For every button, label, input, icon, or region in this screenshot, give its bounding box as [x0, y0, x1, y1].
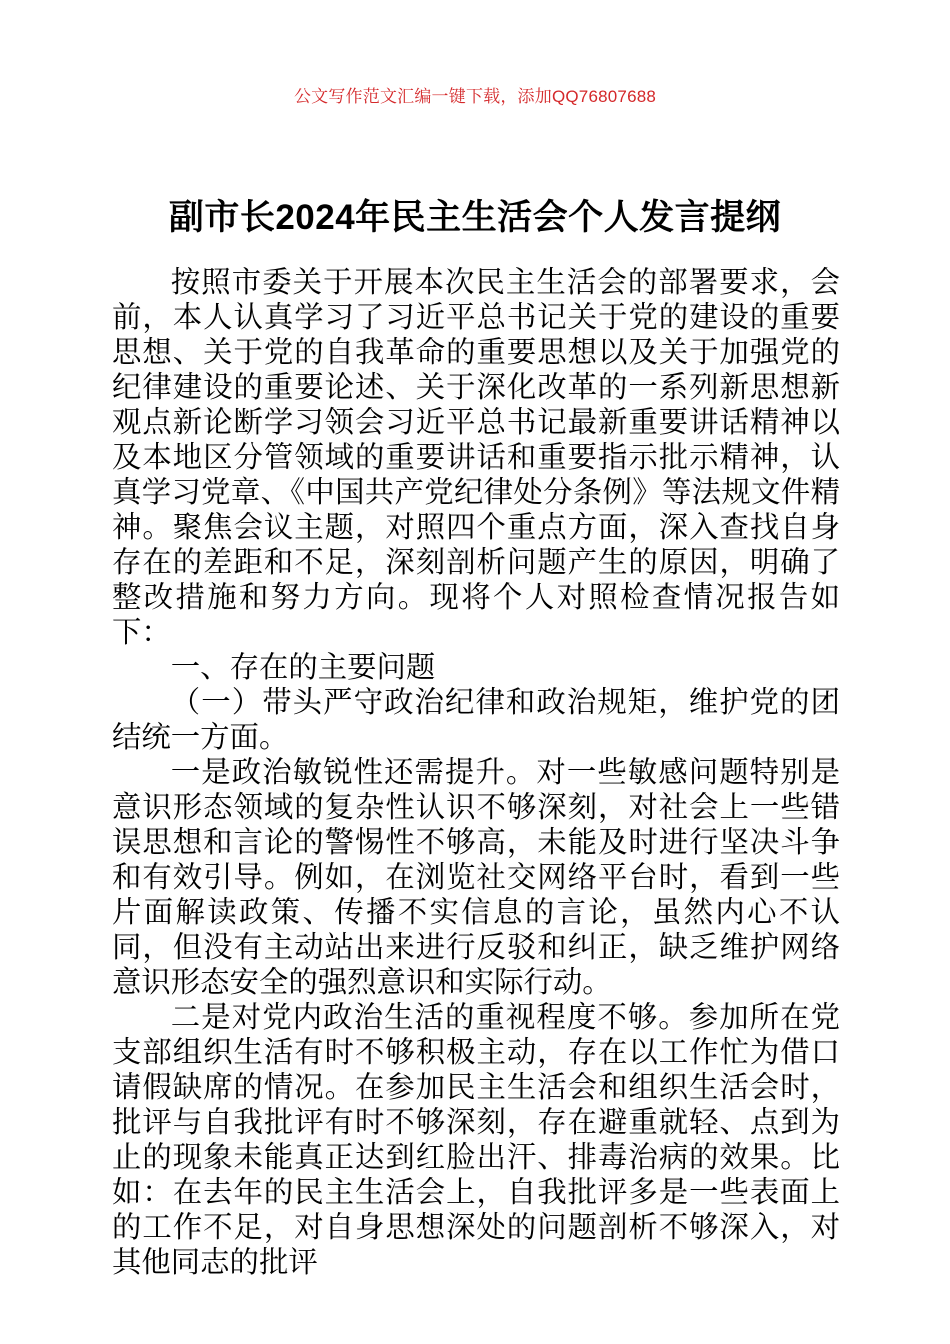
paragraph-point-two: 二是对党内政治生活的重视程度不够。参加所在党支部组织生活有时不够积极主动，存在以工作忙为借口请假缺席的情况。在参加民主生活会和组织生活会时，批评与自我批评有时不够深刻，存在避重就轻、点到为止的现象未能真正达到红脸出汗、排毒治病的效果。比如：在去年的民主生活会上，自我批评多是一些表面上的工作不足，对自身思想深处的问题剖析不够深入，对其他同志的批评 — [112, 1001, 840, 1279]
heading-section-one: 一、存在的主要问题 — [170, 651, 436, 684]
document-title: 副市长2024年民主生活会个人发言提纲 — [168, 198, 782, 238]
paragraph-point-one: 一是政治敏锐性还需提升。对一些敏感问题特别是意识形态领域的复杂性认识不够深刻，对社会上一些错误思想和言论的警惕性不够高，未能及时进行坚决斗争和有效引导。例如，在浏览社交网络平台时，看到一些片面解读政策、传播不实信息的言论，虽然内心不认同，但没有主动站出来进行反驳和纠正，缺乏维护网络意识形态安全的强烈意识和实际行动。 — [112, 756, 840, 999]
paragraph-intro: 按照市委关于开展本次民主生活会的部署要求，会前，本人认真学习了习近平总书记关于党的建设的重要思想、关于党的自我革命的重要思想以及关于加强党的纪律建设的重要论述、关于深化改革的一系列新思想新观点新论断学习领会习近平总书记最新重要讲话精神以及本地区分管领域的重要讲话和重要指示批示精神，认真学习党章、《中国共产党纪律处分条例》等法规文件精神。聚焦会议主题，对照四个重点方面，深入查找自身存在的差距和不足，深刻剖析问题产生的原因，明确了整改措施和努力方向。现将个人对照检查情况报告如下： — [112, 266, 840, 649]
document-body — [112, 265, 840, 1280]
heading-subsection-one: （一）带头严守政治纪律和政治规矩，维护党的团结统一方面。 — [112, 686, 840, 754]
promo-banner-text: 公文写作范文汇编一键下载，添加QQ76807688 — [293, 87, 657, 106]
promo-banner — [0, 82, 950, 107]
